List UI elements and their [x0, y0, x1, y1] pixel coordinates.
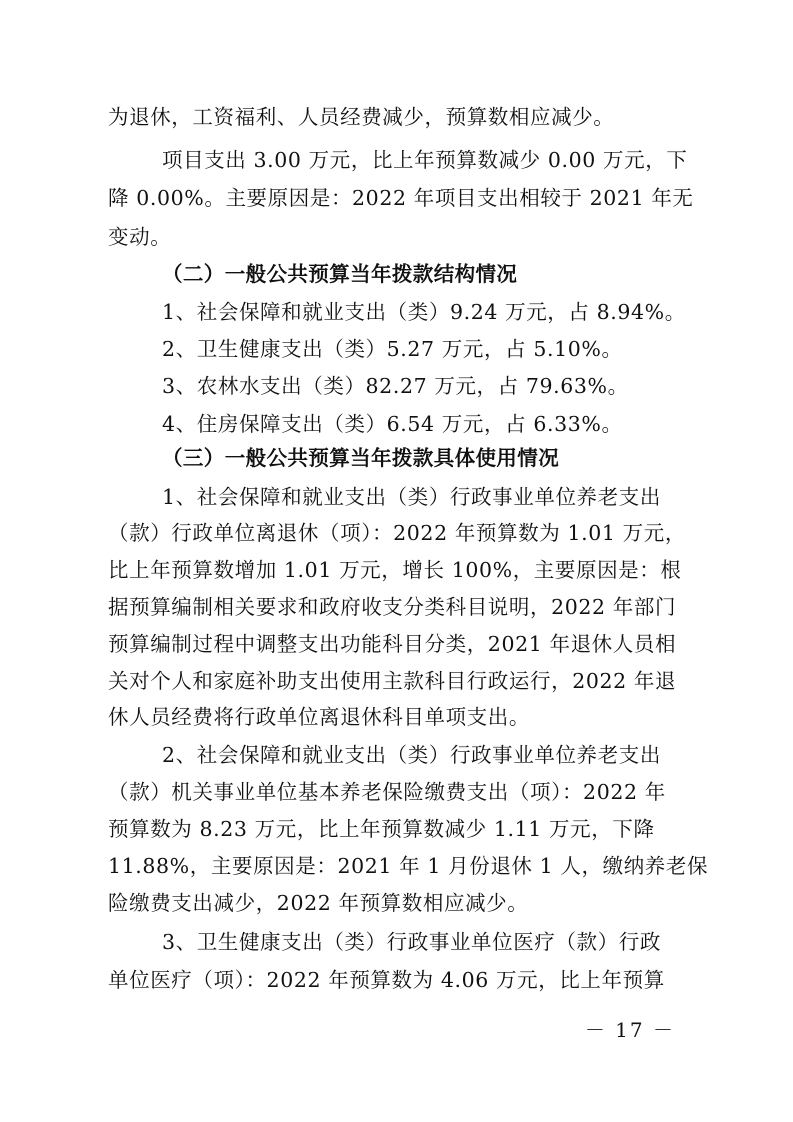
page-number: － 17 － [584, 1018, 675, 1042]
section-heading: （二）一般公共预算当年拨款结构情况 [162, 262, 518, 286]
body-text-line: 比上年预算数增加 1.01 万元，增长 100%，主要原因是：根 [108, 558, 682, 582]
list-item: 3、农林水支出（类）82.27 万元，占 79.63%。 [162, 374, 629, 398]
body-text-line: 单位医疗（项）：2022 年预算数为 4.06 万元，比上年预算 [108, 968, 665, 992]
list-item: 2、卫生健康支出（类）5.27 万元，占 5.10%。 [162, 337, 623, 361]
body-text-line: 变动。 [108, 225, 172, 249]
body-text-line: （款）机关事业单位基本养老保险缴费支出（项）：2022 年 [108, 780, 666, 804]
body-text-line: （款）行政单位离退休（项）：2022 年预算数为 1.01 万元， [108, 521, 686, 545]
body-text-line: 项目支出 3.00 万元，比上年预算数减少 0.00 万元，下 [162, 148, 688, 172]
body-text-line: 险缴费支出减少，2022 年预算数相应减少。 [108, 891, 529, 915]
body-text-line: 据预算编制相关要求和政府收支分类科目说明，2022 年部门 [108, 595, 677, 619]
body-text-line: 11.88%，主要原因是：2021 年 1 月份退休 1 人，缴纳养老保 [108, 854, 709, 878]
section-heading: （三）一般公共预算当年拨款具体使用情况 [162, 446, 560, 470]
body-text-line: 降 0.00%。主要原因是：2022 年项目支出相较于 2021 年无 [108, 186, 694, 210]
body-text-line: 预算数为 8.23 万元，比上年预算数减少 1.11 万元，下降 [108, 817, 655, 841]
list-item: 4、住房保障支出（类）6.54 万元，占 6.33%。 [162, 412, 623, 436]
body-text-line: 3、卫生健康支出（类）行政事业单位医疗（款）行政 [162, 930, 661, 954]
body-text-line: 关对个人和家庭补助支出使用主款科目行政运行，2022 年退 [108, 669, 677, 693]
body-text-line: 2、社会保障和就业支出（类）行政事业单位养老支出 [162, 743, 661, 767]
list-item: 1、社会保障和就业支出（类）9.24 万元，占 8.94%。 [162, 300, 686, 324]
body-text-line: 为退休，工资福利、人员经费减少，预算数相应减少。 [108, 105, 615, 129]
body-text-line: 预算编制过程中调整支出功能科目分类，2021 年退休人员相 [108, 632, 677, 656]
body-text-line: 休人员经费将行政单位离退休科目单项支出。 [108, 705, 530, 729]
body-text-line: 1、社会保障和就业支出（类）行政事业单位养老支出 [162, 485, 661, 509]
